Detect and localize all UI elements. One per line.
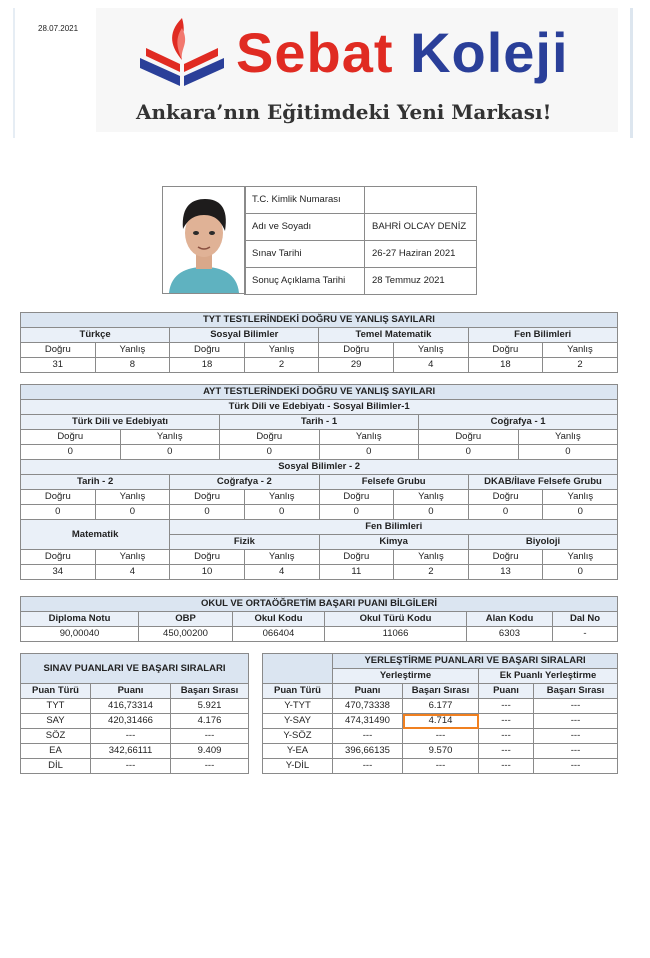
col-wrong: Yanlış — [244, 550, 319, 565]
print-date: 28.07.2021 — [38, 24, 79, 33]
school-title: OKUL VE ORTAÖĞRETİM BAŞARI PUANI BİLGİLERİ — [21, 597, 618, 612]
col-correct: Doğru — [468, 550, 543, 565]
wrong-count: 2 — [244, 358, 319, 373]
identity-value: 26-27 Haziran 2021 — [365, 241, 477, 268]
col-wrong: Yanlış — [394, 550, 469, 565]
ayt-subject: Türk Dili ve Edebiyatı — [21, 415, 220, 430]
placement-type: Y-SAY — [263, 714, 333, 729]
score-type: EA — [21, 744, 91, 759]
wrong-count: 0 — [319, 445, 419, 460]
score-rank: 9.409 — [171, 744, 249, 759]
score-type: SÖZ — [21, 729, 91, 744]
school-value: 6303 — [467, 627, 553, 642]
ayt-subject: Felsefe Grubu — [319, 475, 468, 490]
col-wrong: Yanlış — [518, 430, 618, 445]
tyt-subject: Türkçe — [21, 328, 170, 343]
col-correct: Doğru — [319, 343, 394, 358]
correct-count: 0 — [21, 445, 121, 460]
col-wrong: Yanlış — [244, 343, 319, 358]
col-wrong: Yanlış — [95, 550, 170, 565]
table-row — [21, 714, 249, 729]
school-value: 11066 — [325, 627, 467, 642]
school-header: Diploma Notu — [21, 612, 139, 627]
ayt-subject: Coğrafya - 2 — [170, 475, 319, 490]
exam-scores-title: SINAV PUANLARI VE BAŞARI SIRALARI — [21, 654, 249, 684]
ayt-section1-title: Türk Dili ve Edebiyatı - Sosyal Bilimler-1 — [21, 400, 618, 415]
extra-rank: --- — [534, 699, 618, 714]
placement-header: Puanı — [479, 684, 534, 699]
placement-header: Puan Türü — [263, 684, 333, 699]
brand-name-red: Sebat — [236, 21, 394, 84]
col-correct: Doğru — [468, 343, 543, 358]
extra-score: --- — [479, 759, 534, 774]
exam-header: Puanı — [91, 684, 171, 699]
wrong-count: 2 — [543, 358, 618, 373]
col-wrong: Yanlış — [95, 343, 170, 358]
col-correct: Doğru — [170, 343, 245, 358]
tyt-subject: Fen Bilimleri — [468, 328, 617, 343]
placement-type: Y-DİL — [263, 759, 333, 774]
ayt-fen-title: Fen Bilimleri — [170, 520, 618, 535]
wrong-count: 4 — [95, 565, 170, 580]
correct-count: 0 — [419, 445, 519, 460]
wrong-count: 8 — [95, 358, 170, 373]
col-correct: Doğru — [220, 430, 320, 445]
student-portrait-image — [163, 187, 245, 293]
extra-score: --- — [479, 714, 534, 729]
col-correct: Doğru — [319, 550, 394, 565]
score-value: 420,31466 — [91, 714, 171, 729]
tyt-title: TYT TESTLERİNDEKİ DOĞRU VE YANLIŞ SAYILARI — [21, 313, 618, 328]
ayt-section2-title: Sosyal Bilimler - 2 — [21, 460, 618, 475]
identity-table — [244, 186, 477, 295]
exam-scores-table — [20, 653, 249, 774]
identity-label: Sınav Tarihi — [245, 241, 365, 268]
placement-title: YERLEŞTİRME PUANLARI VE BAŞARI SIRALARI — [333, 654, 618, 669]
book-flame-logo-icon — [136, 14, 228, 94]
extra-score: --- — [479, 699, 534, 714]
col-correct: Doğru — [21, 550, 96, 565]
identity-label: T.C. Kimlik Numarası — [245, 187, 365, 214]
col-correct: Doğru — [170, 550, 245, 565]
placement-score: 474,31490 — [333, 714, 403, 729]
score-value: --- — [91, 729, 171, 744]
identity-value: BAHRİ OLCAY DENİZ — [365, 214, 477, 241]
table-row — [263, 744, 618, 759]
identity-label: Adı ve Soyadı — [245, 214, 365, 241]
score-type: TYT — [21, 699, 91, 714]
placement-group: Yerleştirme — [333, 669, 479, 684]
placement-scores-table — [262, 653, 618, 774]
identity-row — [245, 214, 477, 241]
score-value: 416,73314 — [91, 699, 171, 714]
table-row — [21, 744, 249, 759]
col-correct: Doğru — [21, 343, 96, 358]
placement-corner — [263, 654, 333, 684]
brand-slogan: Ankara’nın Eğitimdeki Yeni Markası! — [136, 100, 552, 124]
tyt-results-table — [20, 312, 618, 373]
score-value: --- — [91, 759, 171, 774]
ayt-math-label: Matematik — [21, 520, 170, 550]
identity-row — [245, 268, 477, 295]
identity-value: 28 Temmuz 2021 — [365, 268, 477, 295]
extra-rank: --- — [534, 759, 618, 774]
wrong-count: 0 — [394, 505, 469, 520]
school-header: Alan Kodu — [467, 612, 553, 627]
placement-header: Başarı Sırası — [403, 684, 479, 699]
col-wrong: Yanlış — [244, 490, 319, 505]
col-wrong: Yanlış — [120, 430, 220, 445]
correct-count: 18 — [170, 358, 245, 373]
wrong-count: 4 — [244, 565, 319, 580]
wrong-count: 4 — [393, 358, 468, 373]
table-row — [263, 699, 618, 714]
col-correct: Doğru — [468, 490, 543, 505]
ayt-results-table — [20, 384, 618, 580]
school-value: - — [553, 627, 618, 642]
ayt-subject: Coğrafya - 1 — [419, 415, 618, 430]
exam-header: Puan Türü — [21, 684, 91, 699]
score-rank: --- — [171, 729, 249, 744]
score-type: SAY — [21, 714, 91, 729]
score-type: DİL — [21, 759, 91, 774]
correct-count: 11 — [319, 565, 394, 580]
school-info-table — [20, 596, 618, 642]
col-correct: Doğru — [419, 430, 519, 445]
brand-name-blue: Koleji — [410, 21, 569, 84]
wrong-count: 0 — [518, 445, 618, 460]
correct-count: 13 — [468, 565, 543, 580]
col-correct: Doğru — [21, 430, 121, 445]
table-row — [263, 759, 618, 774]
school-value: 066404 — [233, 627, 325, 642]
placement-rank-highlighted: 4.714 — [403, 714, 479, 729]
school-value: 450,00200 — [139, 627, 233, 642]
correct-count: 10 — [170, 565, 245, 580]
col-correct: Doğru — [319, 490, 394, 505]
correct-count: 29 — [319, 358, 394, 373]
correct-count: 0 — [319, 505, 394, 520]
school-header: OBP — [139, 612, 233, 627]
correct-count: 0 — [21, 505, 96, 520]
ayt-subject: DKAB/İlave Felsefe Grubu — [468, 475, 617, 490]
placement-type: Y-SÖZ — [263, 729, 333, 744]
correct-count: 0 — [220, 445, 320, 460]
school-header: Dal No — [553, 612, 618, 627]
tyt-subject: Temel Matematik — [319, 328, 468, 343]
ayt-title: AYT TESTLERİNDEKİ DOĞRU VE YANLIŞ SAYILARI — [21, 385, 618, 400]
placement-score: 470,73338 — [333, 699, 403, 714]
school-header: Okul Kodu — [233, 612, 325, 627]
school-logo-banner — [96, 8, 618, 132]
identity-row — [245, 241, 477, 268]
correct-count: 34 — [21, 565, 96, 580]
col-wrong: Yanlış — [543, 490, 618, 505]
score-rank: --- — [171, 759, 249, 774]
correct-count: 18 — [468, 358, 543, 373]
table-row — [21, 729, 249, 744]
identity-value — [365, 187, 477, 214]
ayt-subject: Fizik — [170, 535, 319, 550]
school-header: Okul Türü Kodu — [325, 612, 467, 627]
col-wrong: Yanlış — [95, 490, 170, 505]
student-photo — [162, 186, 246, 294]
placement-header: Başarı Sırası — [534, 684, 618, 699]
identity-row — [245, 187, 477, 214]
school-value: 90,00040 — [21, 627, 139, 642]
extra-rank: --- — [534, 729, 618, 744]
identity-label: Sonuç Açıklama Tarihi — [245, 268, 365, 295]
wrong-count: 2 — [394, 565, 469, 580]
wrong-count: 0 — [244, 505, 319, 520]
ayt-subject: Tarih - 2 — [21, 475, 170, 490]
placement-rank: 6.177 — [403, 699, 479, 714]
ayt-subject: Tarih - 1 — [220, 415, 419, 430]
placement-score: 396,66135 — [333, 744, 403, 759]
tyt-subject: Sosyal Bilimler — [170, 328, 319, 343]
page-edge-right — [630, 8, 633, 138]
placement-score: --- — [333, 759, 403, 774]
col-correct: Doğru — [170, 490, 245, 505]
ayt-subject: Biyoloji — [468, 535, 617, 550]
col-wrong: Yanlış — [543, 343, 618, 358]
extra-rank: --- — [534, 714, 618, 729]
table-row — [263, 714, 618, 729]
placement-type: Y-EA — [263, 744, 333, 759]
placement-header: Puanı — [333, 684, 403, 699]
placement-type: Y-TYT — [263, 699, 333, 714]
brand-name — [236, 20, 569, 85]
extra-score: --- — [479, 744, 534, 759]
correct-count: 0 — [170, 505, 245, 520]
score-value: 342,66111 — [91, 744, 171, 759]
placement-rank: 9.570 — [403, 744, 479, 759]
exam-header: Başarı Sırası — [171, 684, 249, 699]
wrong-count: 0 — [543, 505, 618, 520]
col-wrong: Yanlış — [319, 430, 419, 445]
ayt-subject: Kimya — [319, 535, 468, 550]
wrong-count: 0 — [543, 565, 618, 580]
col-correct: Doğru — [21, 490, 96, 505]
extra-rank: --- — [534, 744, 618, 759]
table-row — [263, 729, 618, 744]
correct-count: 0 — [468, 505, 543, 520]
col-wrong: Yanlış — [393, 343, 468, 358]
table-row — [21, 759, 249, 774]
col-wrong: Yanlış — [394, 490, 469, 505]
placement-group: Ek Puanlı Yerleştirme — [479, 669, 618, 684]
page-edge-left — [13, 8, 15, 138]
table-row — [21, 699, 249, 714]
col-wrong: Yanlış — [543, 550, 618, 565]
wrong-count: 0 — [120, 445, 220, 460]
placement-rank: --- — [403, 729, 479, 744]
placement-rank: --- — [403, 759, 479, 774]
extra-score: --- — [479, 729, 534, 744]
score-rank: 5.921 — [171, 699, 249, 714]
correct-count: 31 — [21, 358, 96, 373]
placement-score: --- — [333, 729, 403, 744]
wrong-count: 0 — [95, 505, 170, 520]
score-rank: 4.176 — [171, 714, 249, 729]
